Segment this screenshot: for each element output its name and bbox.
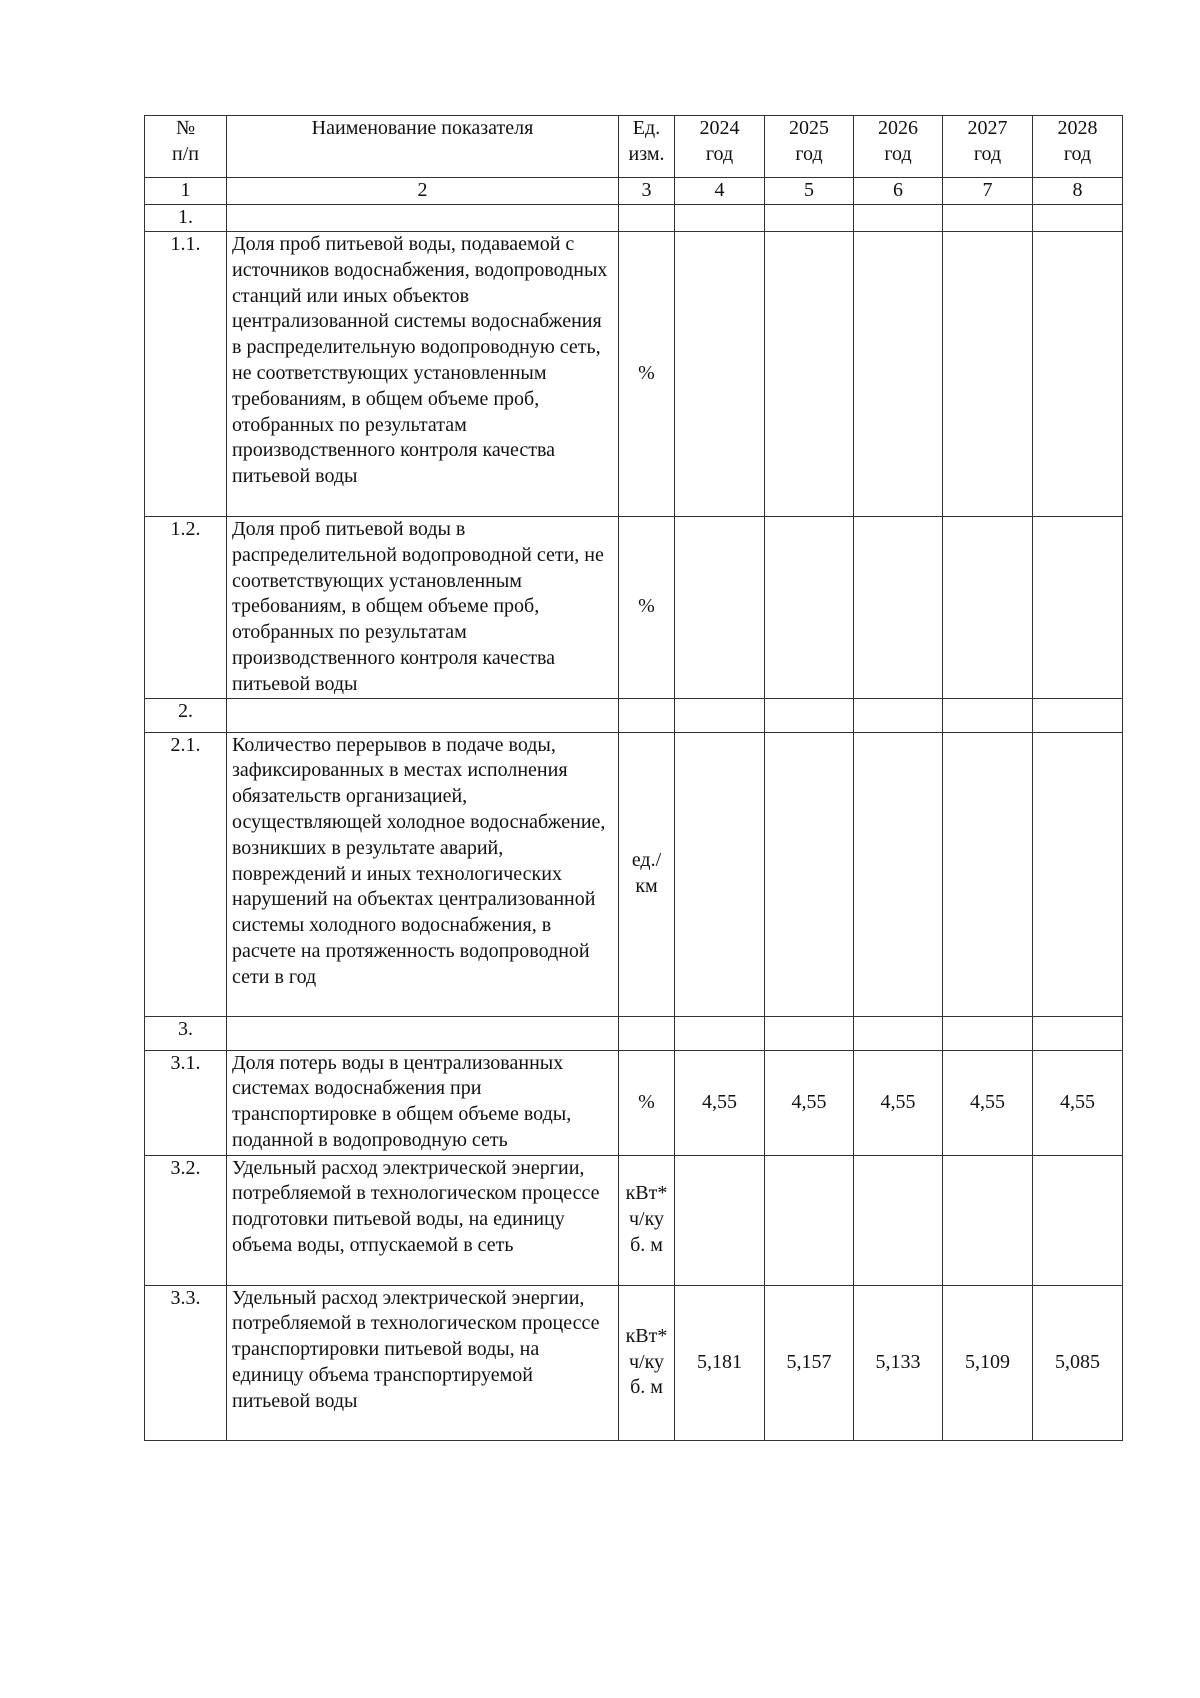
year-value	[765, 232, 854, 517]
year-value	[675, 1155, 765, 1285]
year-value: 5,133	[854, 1285, 943, 1440]
indicator-name	[227, 698, 619, 732]
year-value	[765, 1155, 854, 1285]
year-value: 4,55	[943, 1050, 1033, 1155]
year-value	[1033, 698, 1123, 732]
year-value	[1033, 232, 1123, 517]
row-number: 3.2.	[145, 1155, 227, 1285]
indicators-table	[144, 115, 1123, 1441]
year-value	[854, 205, 943, 232]
year-value	[943, 1155, 1033, 1285]
row-number: 2.1.	[145, 732, 227, 1016]
year-value	[765, 517, 854, 699]
row-number: 3.	[145, 1016, 227, 1050]
indicator-name: Удельный расход электрической энергии, потребляемой в технологическом процессе подготовки питьевой воды, на единицу объема воды, отпускаемой в сеть	[227, 1155, 619, 1285]
year-value	[765, 698, 854, 732]
year-value	[854, 1155, 943, 1285]
column-number: 2	[227, 178, 619, 205]
year-value: 5,157	[765, 1285, 854, 1440]
table-row	[145, 232, 1123, 517]
header-unit: Ед. изм.	[619, 116, 675, 178]
header-name: Наименование показателя	[227, 116, 619, 178]
year-value	[765, 1016, 854, 1050]
year-value: 5,109	[943, 1285, 1033, 1440]
column-number: 8	[1033, 178, 1123, 205]
unit-cell	[619, 1016, 675, 1050]
year-value	[1033, 732, 1123, 1016]
year-value	[1033, 1016, 1123, 1050]
header-num: № п/п	[145, 116, 227, 178]
year-value	[854, 698, 943, 732]
unit-cell: кВт* ч/ку б. м	[619, 1285, 675, 1440]
column-number: 6	[854, 178, 943, 205]
unit-cell	[619, 698, 675, 732]
table-row	[145, 1285, 1123, 1440]
column-number: 1	[145, 178, 227, 205]
year-value	[943, 1016, 1033, 1050]
header-year: 2026 год	[854, 116, 943, 178]
unit-cell: %	[619, 232, 675, 517]
table-row	[145, 1155, 1123, 1285]
row-number: 3.1.	[145, 1050, 227, 1155]
year-value	[943, 698, 1033, 732]
header-year: 2027 год	[943, 116, 1033, 178]
unit-cell	[619, 205, 675, 232]
year-value	[1033, 205, 1123, 232]
year-value	[675, 205, 765, 232]
year-value	[943, 205, 1033, 232]
column-number-row	[145, 178, 1123, 205]
year-value: 4,55	[765, 1050, 854, 1155]
year-value	[1033, 1155, 1123, 1285]
year-value	[943, 732, 1033, 1016]
column-number: 4	[675, 178, 765, 205]
year-value	[854, 517, 943, 699]
indicator-name: Количество перерывов в подаче воды, зафиксированных в местах исполнения обязательств организацией, осуществляющей холодное водоснабжение, возникших в результате аварий, повреждений и иных технологических нарушений на объектах централизованной системы холодного водоснабжения, в расчете на протяженность водопроводной сети в год	[227, 732, 619, 1016]
row-number: 2.	[145, 698, 227, 732]
year-value	[854, 732, 943, 1016]
table-row	[145, 205, 1123, 232]
unit-cell: ед./ км	[619, 732, 675, 1016]
year-value: 5,181	[675, 1285, 765, 1440]
unit-cell: кВт* ч/ку б. м	[619, 1155, 675, 1285]
table-row	[145, 1016, 1123, 1050]
year-value: 4,55	[854, 1050, 943, 1155]
year-value	[675, 517, 765, 699]
header-year: 2025 год	[765, 116, 854, 178]
row-number: 3.3.	[145, 1285, 227, 1440]
year-value: 5,085	[1033, 1285, 1123, 1440]
column-number: 3	[619, 178, 675, 205]
unit-cell: %	[619, 1050, 675, 1155]
table-row	[145, 517, 1123, 699]
year-value	[675, 732, 765, 1016]
header-year: 2024 год	[675, 116, 765, 178]
indicator-name: Доля проб питьевой воды, подаваемой с источников водоснабжения, водопроводных станций или иных объектов централизованной системы водоснабжения в распределительную водопроводную сеть, не соответствующих установленным требованиям, в общем объеме проб, отобранных по результатам производственного контроля качества питьевой воды	[227, 232, 619, 517]
year-value	[854, 1016, 943, 1050]
year-value	[675, 1016, 765, 1050]
year-value: 4,55	[1033, 1050, 1123, 1155]
year-value: 4,55	[675, 1050, 765, 1155]
year-value	[675, 232, 765, 517]
column-number: 5	[765, 178, 854, 205]
indicator-name: Доля проб питьевой воды в распределительной водопроводной сети, не соответствующих установленным требованиям, в общем объеме проб, отобранных по результатам производственного контроля качества питьевой воды	[227, 517, 619, 699]
year-value	[765, 732, 854, 1016]
header-year: 2028 год	[1033, 116, 1123, 178]
table-row	[145, 1050, 1123, 1155]
year-value	[854, 232, 943, 517]
year-value	[675, 698, 765, 732]
year-value	[943, 232, 1033, 517]
unit-cell: %	[619, 517, 675, 699]
year-value	[765, 205, 854, 232]
year-value	[1033, 517, 1123, 699]
row-number: 1.	[145, 205, 227, 232]
table-row	[145, 698, 1123, 732]
row-number: 1.1.	[145, 232, 227, 517]
year-value	[943, 517, 1033, 699]
column-number: 7	[943, 178, 1033, 205]
indicator-name: Доля потерь воды в централизованных системах водоснабжения при транспортировке в общем объеме воды, поданной в водопроводную сеть	[227, 1050, 619, 1155]
indicator-name	[227, 1016, 619, 1050]
indicator-name	[227, 205, 619, 232]
indicator-name: Удельный расход электрической энергии, потребляемой в технологическом процессе транспортировки питьевой воды, на единицу объема транспортируемой питьевой воды	[227, 1285, 619, 1440]
table-row	[145, 732, 1123, 1016]
row-number: 1.2.	[145, 517, 227, 699]
header-row	[145, 116, 1123, 178]
